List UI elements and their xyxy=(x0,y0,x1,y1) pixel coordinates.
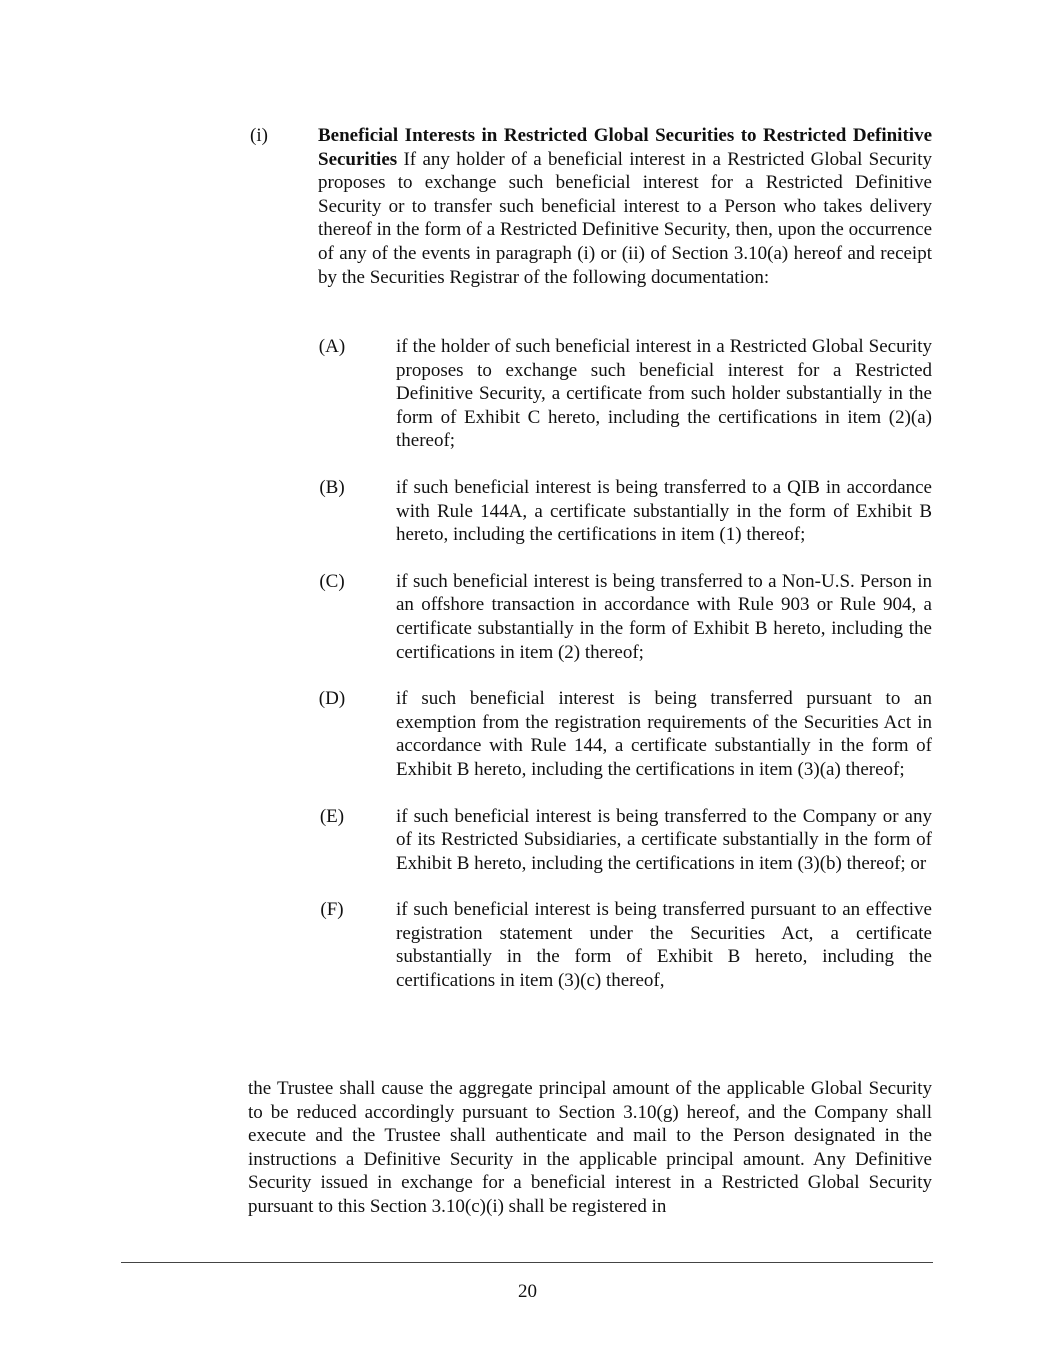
list-item-label: (D) xyxy=(318,688,346,710)
closing-paragraph: the Trustee shall cause the aggregate principal amount of the applicable Global Security to be reduced accordingly pursuant to Section 3.10(g) hereof, and the Company shall execute and the Trustee shall authenticate and mail to the Person designated in the instructions a Definitive Security in the applicable principal amount. Any Definitive Security issued in exchange for a beneficial interest in a Restricted Global Security pursuant to this Section 3.10(c)(i) shall be registered in xyxy=(248,1078,932,1217)
section-body xyxy=(318,124,932,289)
list-item xyxy=(316,335,932,453)
section-heading: Beneficial Interests in Restricted Global Securities to Restricted Definitive Securities xyxy=(318,125,932,170)
list-item-text: if such beneficial interest is being transferred pursuant to an effective registration statement under the Securities Act, a certificate substantially in the form of Exhibit B hereto, including the certifications in item (3)(c) thereof, xyxy=(396,899,932,992)
list-item xyxy=(316,570,932,664)
list-item-text: if such beneficial interest is being transferred to the Company or any of its Restricted Subsidiaries, a certificate substantially in the form of Exhibit B hereto, including the certifications in item (3)(b) thereof; or xyxy=(396,805,932,874)
footer-divider xyxy=(121,1262,933,1263)
list-item-label: (C) xyxy=(319,570,345,592)
list-item-text: if such beneficial interest is being transferred to a QIB in accordance with Rule 144A, a certificate substantially in the form of Exhibit B hereto, including the certifications in item (1) thereof; xyxy=(396,476,932,546)
list-item-text: if such beneficial interest is being transferred pursuant to an exemption from the registration requirements of the Securities Act in accordance with Rule 144, a certificate substantially in the form of Exhibit B hereto, including the certifications in item (3)(a) thereof; xyxy=(396,688,932,780)
list-item-label: (A) xyxy=(318,336,346,357)
list-item xyxy=(316,687,932,781)
section-number: (i) xyxy=(250,125,268,146)
list-item-label: (E) xyxy=(319,805,345,827)
list-item xyxy=(316,476,932,547)
section-paragraph xyxy=(250,124,932,289)
list-item xyxy=(316,805,932,876)
documentation-list xyxy=(316,335,932,1016)
list-item-text: if such beneficial interest is being transferred to a Non-U.S. Person in an offshore transaction in accordance with Rule 903 or Rule 904, a certificate substantially in the form of Exhibit B hereto, including the certifications in item (2) thereof; xyxy=(396,570,932,663)
page-number: 20 xyxy=(518,1281,537,1302)
list-item xyxy=(316,898,932,992)
section-intro: If any holder of a beneficial interest in a Restricted Global Security proposes to exchange such beneficial interest for a Restricted Definitive Security or to transfer such beneficial interest to a Person who takes delivery thereof in the form of a Restricted Definitive Security, then, upon the occurrence of any of the events in paragraph (i) or (ii) of Section 3.10(a) hereof and receipt by the Securities Registrar of the following documentation: xyxy=(318,148,932,288)
list-item-text: if the holder of such beneficial interest in a Restricted Global Security proposes to exchange such beneficial interest for a Restricted Definitive Security, a certificate from such holder substantially in the form of Exhibit C hereto, including the certifications in item (2)(a) thereof; xyxy=(396,336,932,452)
list-item-label: (B) xyxy=(319,476,345,498)
list-item-label: (F) xyxy=(320,899,344,921)
